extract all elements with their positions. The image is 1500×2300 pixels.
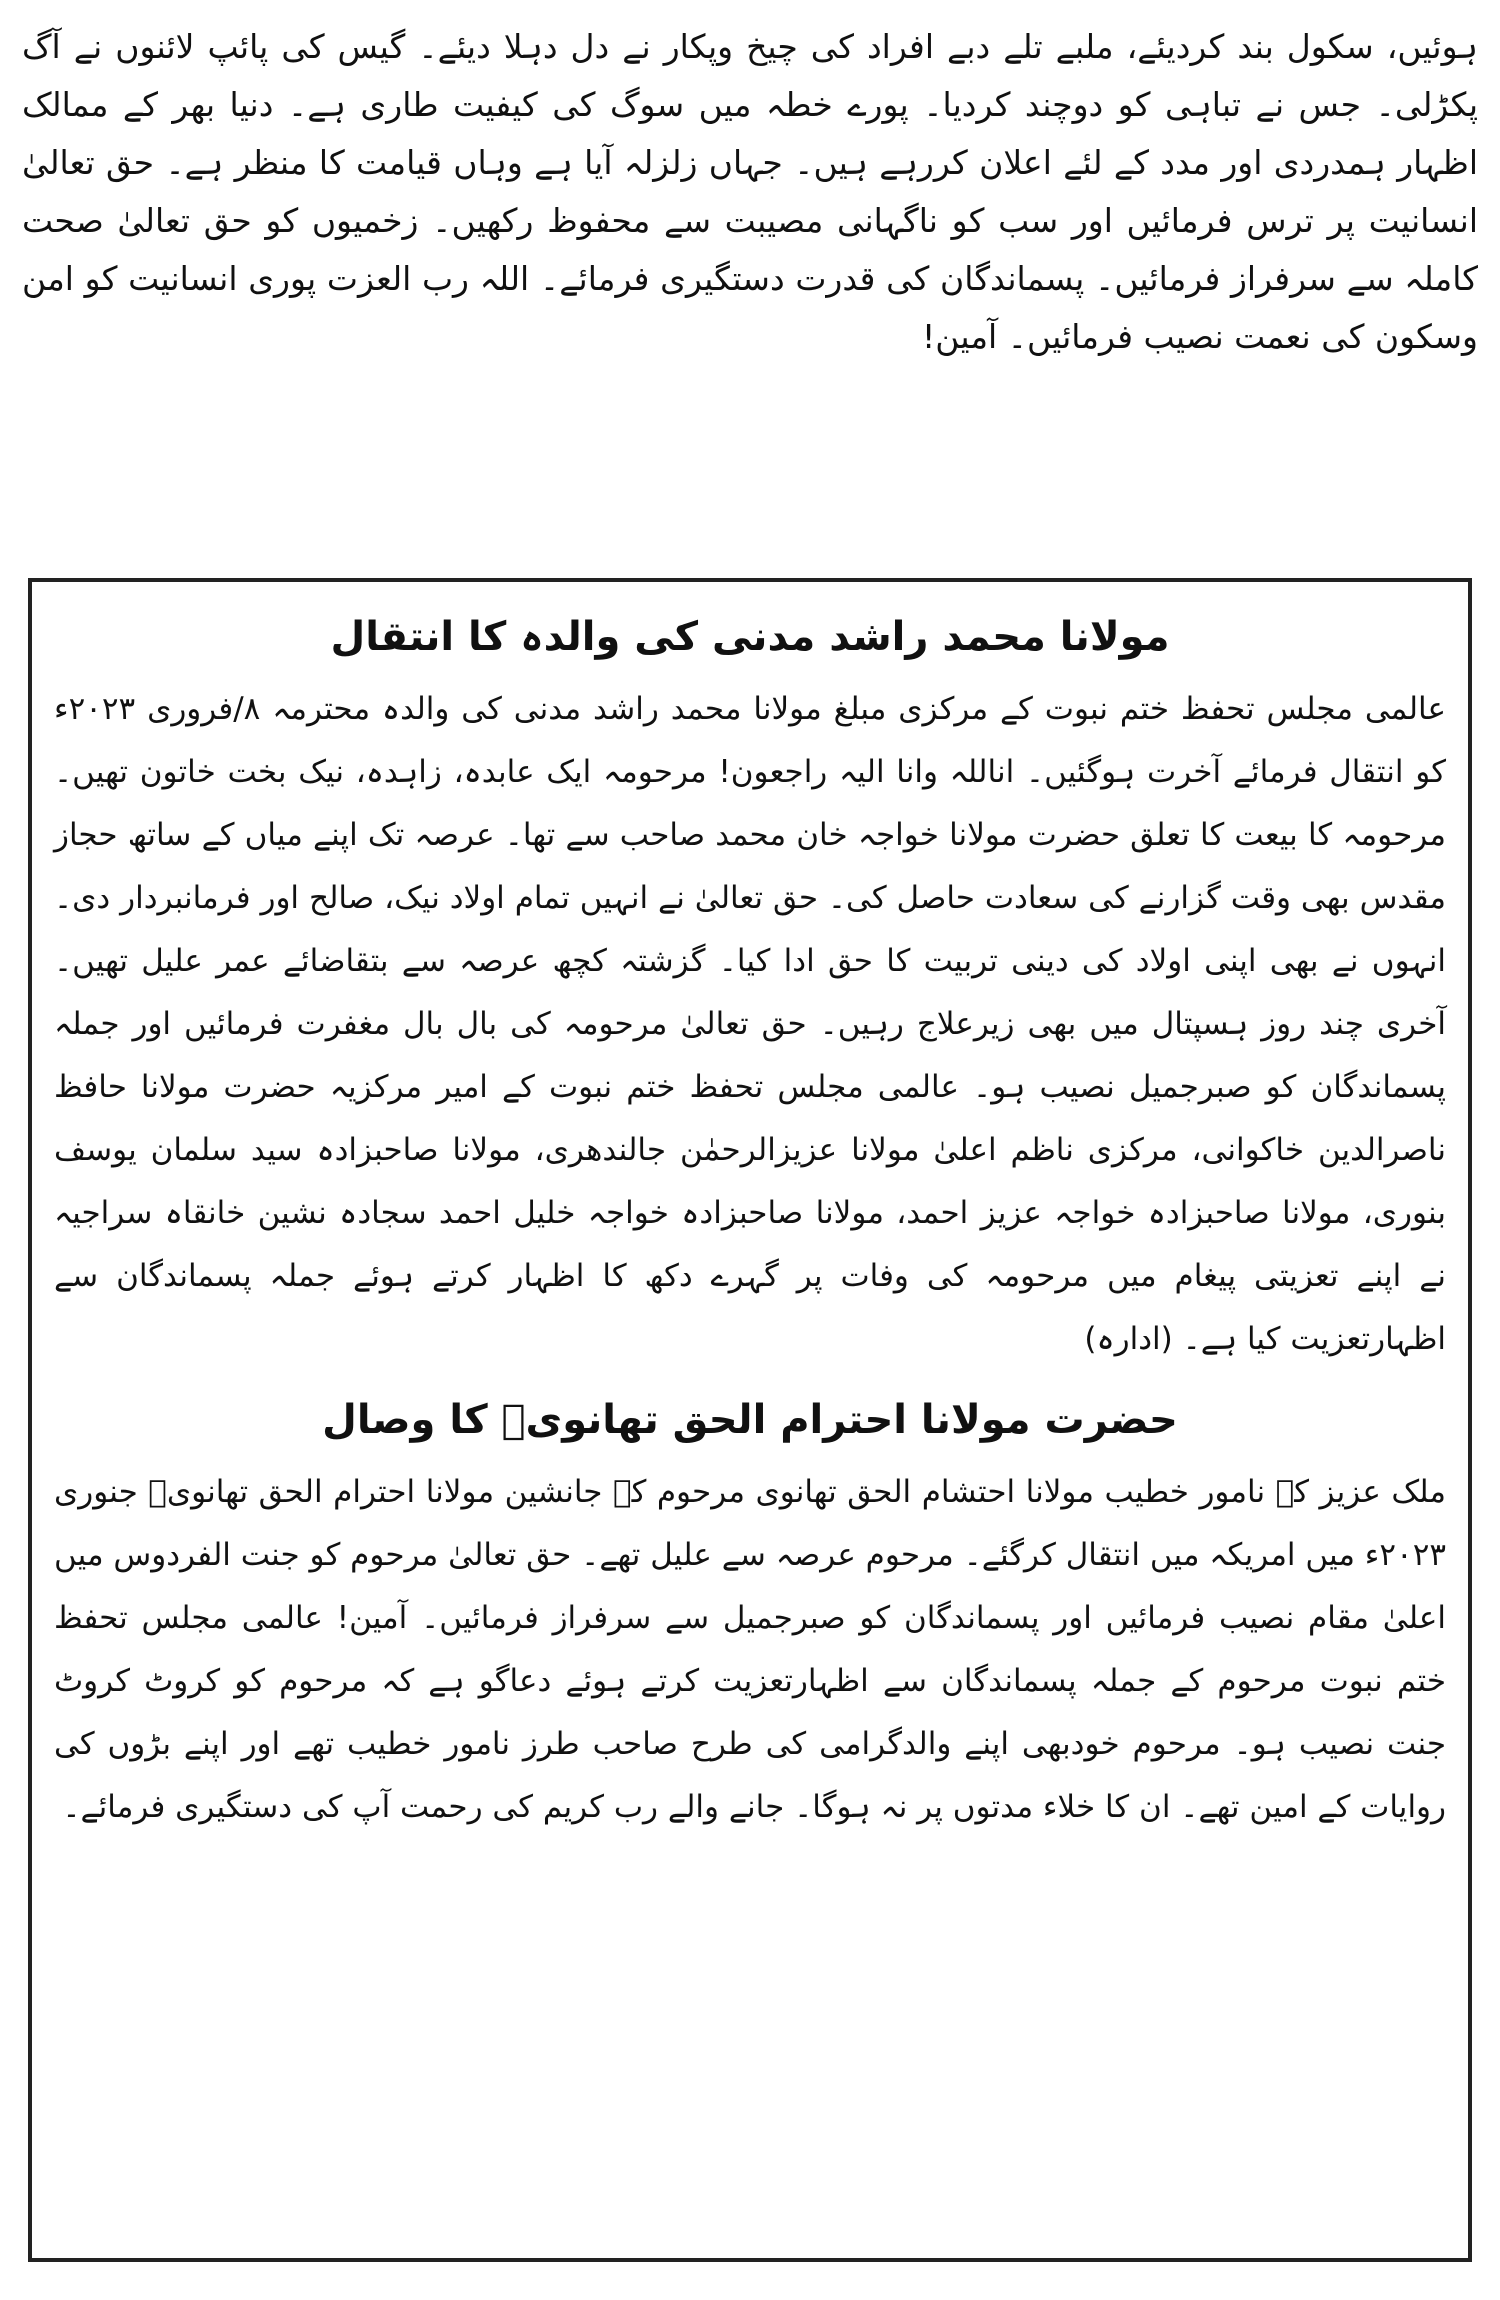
intro-paragraph: ہوئیں، سکول بند کردیئے، ملبے تلے دبے افراد کی چیخ وپکار نے دل دہلا دیئے۔ گیس کی پائپ لائنوں نے آگ پکڑلی۔ جس نے تباہی کو دوچند کردیا۔ پورے خطہ میں سوگ کی کیفیت طاری ہے۔ دنیا بھر کے ممالک اظہار ہمدردی اور مدد کے لئے اعلان کررہے ہیں۔ جہاں زلزلہ آیا ہے وہاں قیامت کا منظر ہے۔ حق تعالیٰ انسانیت پر ترس فرمائیں اور سب کو ناگہانی مصیبت سے محفوظ رکھیں۔ زخمیوں کو حق تعالیٰ صحت کاملہ سے سرفراز فرمائیں۔ پسماندگان کی قدرت دستگیری فرمائے۔ اللہ رب العزت پوری انسانیت کو امن وسکون کی نعمت نصیب فرمائیں۔ آمین! <box>22 27 1478 356</box>
section-gap <box>54 1371 1446 1377</box>
news-box <box>28 578 1472 2262</box>
section-title-madani: مولانا محمد راشد مدنی کی والدہ کا انتقال <box>330 614 1170 660</box>
section-body-madani: عالمی مجلس تحفظ ختم نبوت کے مرکزی مبلغ مولانا محمد راشد مدنی کی والدہ محترمہ ۸/فروری ۲۰۲۳ء کو انتقال فرمائے آخرت ہوگئیں۔ اناللہ وانا الیہ راجعون! مرحومہ ایک عابدہ، زاہدہ، نیک بخت خاتون تھیں۔ مرحومہ کا بیعت کا تعلق حضرت مولانا خواجہ خان محمد صاحب سے تھا۔ عرصہ تک اپنے میاں کے ساتھ حجاز مقدس بھی وقت گزارنے کی سعادت حاصل کی۔ حق تعالیٰ نے انہیں تمام اولاد نیک، صالح اور فرمانبردار دی۔ انہوں نے بھی اپنی اولاد کی دینی تربیت کا حق ادا کیا۔ گزشتہ کچھ عرصہ سے بتقاضائے عمر علیل تھیں۔ آخری چند روز ہسپتال میں بھی زیرعلاج رہیں۔ حق تعالیٰ مرحومہ کی بال بال مغفرت فرمائیں اور جملہ پسماندگان کو صبرجمیل نصیب ہو۔ عالمی مجلس تحفظ ختم نبوت کے امیر مرکزیہ حضرت مولانا حافظ ناصرالدین خاکوانی، مرکزی ناظم اعلیٰ مولانا عزیزالرحمٰن جالندھری، مولانا صاحبزادہ سید سلمان یوسف بنوری، مولانا صاحبزادہ خواجہ عزیز احمد، مولانا صاحبزادہ خواجہ خلیل احمد سجادہ نشین خانقاہ سراجیہ نے اپنے تعزیتی پیغام میں مرحومہ کی وفات پر گہرے دکھ کا اظہار کرتے ہوئے جملہ پسماندگان سے اظہارتعزیت کیا ہے۔ (ادارہ) <box>54 691 1446 1357</box>
section-body-thanvi: ملک عزیز کے نامور خطیب مولانا احتشام الحق تھانوی مرحوم کے جانشین مولانا احترام الحق تھانویؒ جنوری ۲۰۲۳ء میں امریکہ میں انتقال کرگئے۔ مرحوم عرصہ سے علیل تھے۔ حق تعالیٰ مرحوم کو جنت الفردوس میں اعلیٰ مقام نصیب فرمائیں اور پسماندگان کو صبرجمیل سے سرفراز فرمائیں۔ آمین! عالمی مجلس تحفظ ختم نبوت مرحوم کے جملہ پسماندگان سے اظہارتعزیت کرتے ہوئے دعاگو ہے کہ مرحوم کو کروٹ کروٹ جنت نصیب ہو۔ مرحوم خودبھی اپنے والدگرامی کی طرح صاحب طرز نامور خطیب تھے اور اپنے بڑوں کی روایات کے امین تھے۔ ان کا خلاء مدتوں پر نہ ہوگا۔ جانے والے رب کریم کی رحمت آپ کی دستگیری فرمائے۔ <box>54 1474 1446 1825</box>
section-title-thanvi: حضرت مولانا احترام الحق تھانویؒ کا وصال <box>322 1397 1178 1443</box>
